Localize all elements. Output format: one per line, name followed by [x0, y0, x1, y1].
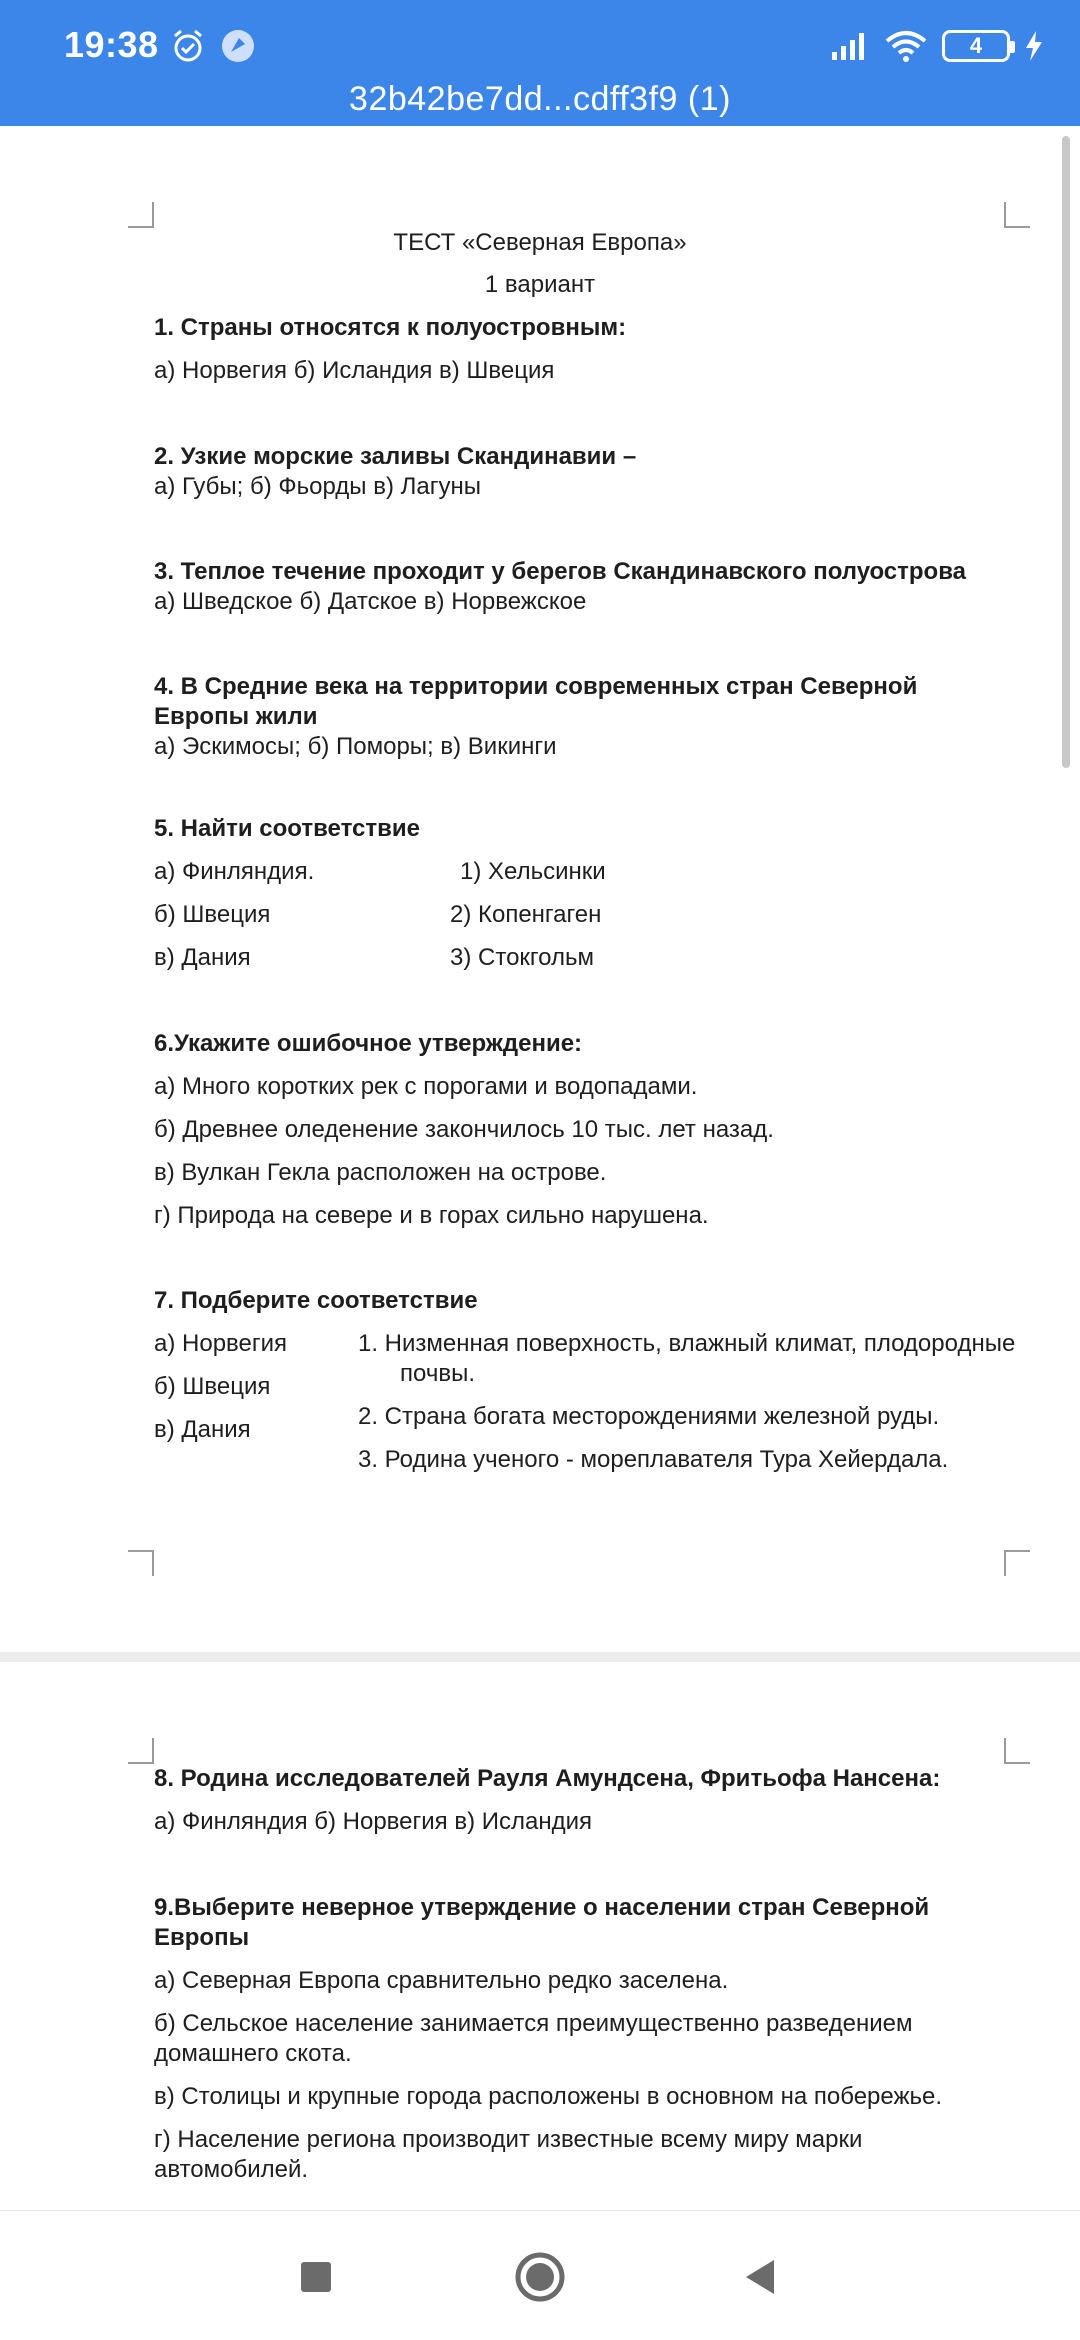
alarm-icon: [170, 28, 206, 64]
recents-button[interactable]: [288, 2249, 344, 2305]
q6-option: а) Много коротких рек с порогами и водопадами.: [154, 1073, 698, 1100]
question-9-line-2: Европы: [154, 1924, 250, 1951]
question-4-line-2: Европы жили: [154, 703, 318, 730]
q9-option-d-cont: автомобилей.: [154, 2156, 309, 2183]
document-page-1[interactable]: [0, 126, 1080, 1652]
page-corner-mark: [1004, 202, 1030, 228]
status-time: 19:38: [64, 24, 159, 65]
q5-left-item: б) Швеция: [154, 901, 271, 928]
q6-option: б) Древнее оледенение закончилось 10 тыс. лет назад.: [154, 1116, 774, 1143]
document-title: 32b42be7dd...cdff3f9 (1): [349, 80, 731, 118]
q9-option-b: б) Сельское население занимается преимущественно разведением: [154, 2010, 913, 2037]
signal-icon: [830, 30, 870, 62]
question-8-answers: а) Финляндия б) Норвегия в) Исландия: [154, 1808, 592, 1835]
home-circle-icon: [514, 2251, 566, 2303]
battery-icon: [942, 30, 1010, 62]
wifi-icon: [884, 29, 928, 63]
q9-option-c: в) Столицы и крупные города расположены в основном на побережье.: [154, 2083, 943, 2110]
question-4-line-1: 4. В Средние века на территории современных стран Северной: [154, 673, 918, 700]
q5-right-item: 1) Хельсинки: [460, 858, 606, 885]
app-bar: [0, 0, 1080, 126]
status-icons: [830, 26, 1044, 66]
q7-right-item-3: 3. Родина ученого - мореплавателя Тура Хейердала.: [358, 1446, 949, 1473]
question-6: 6.Укажите ошибочное утверждение:: [154, 1030, 583, 1057]
q7-left-item: б) Швеция: [154, 1373, 271, 1400]
page-corner-mark: [128, 202, 154, 228]
q6-option: г) Природа на севере и в горах сильно нарушена.: [154, 1202, 709, 1229]
q7-right-item-2: 2. Страна богата месторождениями железной руды.: [358, 1403, 940, 1430]
q7-left-item: а) Норвегия: [154, 1330, 288, 1357]
q5-right-item: 3) Стокгольм: [450, 944, 594, 971]
question-9-line-1: 9.Выберите неверное утверждение о населении стран Северной: [154, 1894, 930, 1921]
back-button[interactable]: [732, 2249, 788, 2305]
question-2-answers: а) Губы; б) Фьорды в) Лагуны: [154, 473, 481, 500]
back-triangle-icon: [740, 2257, 780, 2297]
document-page-2[interactable]: [0, 1662, 1080, 2210]
question-3: 3. Теплое течение проходит у берегов Скандинавского полуострова: [154, 558, 967, 585]
assistant-icon: [220, 28, 256, 64]
q6-option: в) Вулкан Гекла расположен на острове.: [154, 1159, 607, 1186]
question-8: 8. Родина исследователей Рауля Амундсена, Фритьофа Нансена:: [154, 1765, 941, 1792]
question-5: 5. Найти соответствие: [154, 815, 420, 842]
square-icon: [299, 2260, 333, 2294]
page-corner-mark: [128, 1738, 154, 1764]
q7-left-item: в) Дания: [154, 1416, 251, 1443]
page-corner-mark: [1004, 1738, 1030, 1764]
q7-right-item-1-cont: почвы.: [400, 1360, 475, 1387]
q5-right-item: 2) Копенгаген: [450, 901, 602, 928]
page-corner-mark: [1004, 1550, 1030, 1576]
q9-option-d: г) Население региона производит известные всему миру марки: [154, 2126, 863, 2153]
question-1: 1. Страны относятся к полуостровным:: [154, 314, 627, 341]
question-2: 2. Узкие морские заливы Скандинавии –: [154, 443, 637, 470]
question-7: 7. Подберите соответствие: [154, 1287, 478, 1314]
battery-level: 4: [969, 33, 983, 58]
q5-left-item: в) Дания: [154, 944, 251, 971]
page-separator: [0, 1652, 1080, 1662]
home-button[interactable]: [512, 2249, 568, 2305]
q5-left-item: а) Финляндия.: [154, 858, 315, 885]
scrollbar[interactable]: [1062, 136, 1070, 768]
question-3-answers: а) Шведское б) Датское в) Норвежское: [154, 588, 587, 615]
navigation-bar: [0, 2210, 1080, 2340]
charging-icon: [1024, 30, 1044, 62]
question-1-answers: а) Норвегия б) Исландия в) Швеция: [154, 357, 555, 384]
q7-right-item-1: 1. Низменная поверхность, влажный климат, плодородные: [358, 1330, 1016, 1357]
page-corner-mark: [128, 1550, 154, 1576]
variant-label: 1 вариант: [484, 271, 596, 298]
question-4-answers: а) Эскимосы; б) Поморы; в) Викинги: [154, 733, 557, 760]
q9-option-a: а) Северная Европа сравнительно редко заселена.: [154, 1967, 729, 1994]
q9-option-b-cont: домашнего скота.: [154, 2040, 352, 2067]
test-title: ТЕСТ «Северная Европа»: [393, 229, 687, 256]
